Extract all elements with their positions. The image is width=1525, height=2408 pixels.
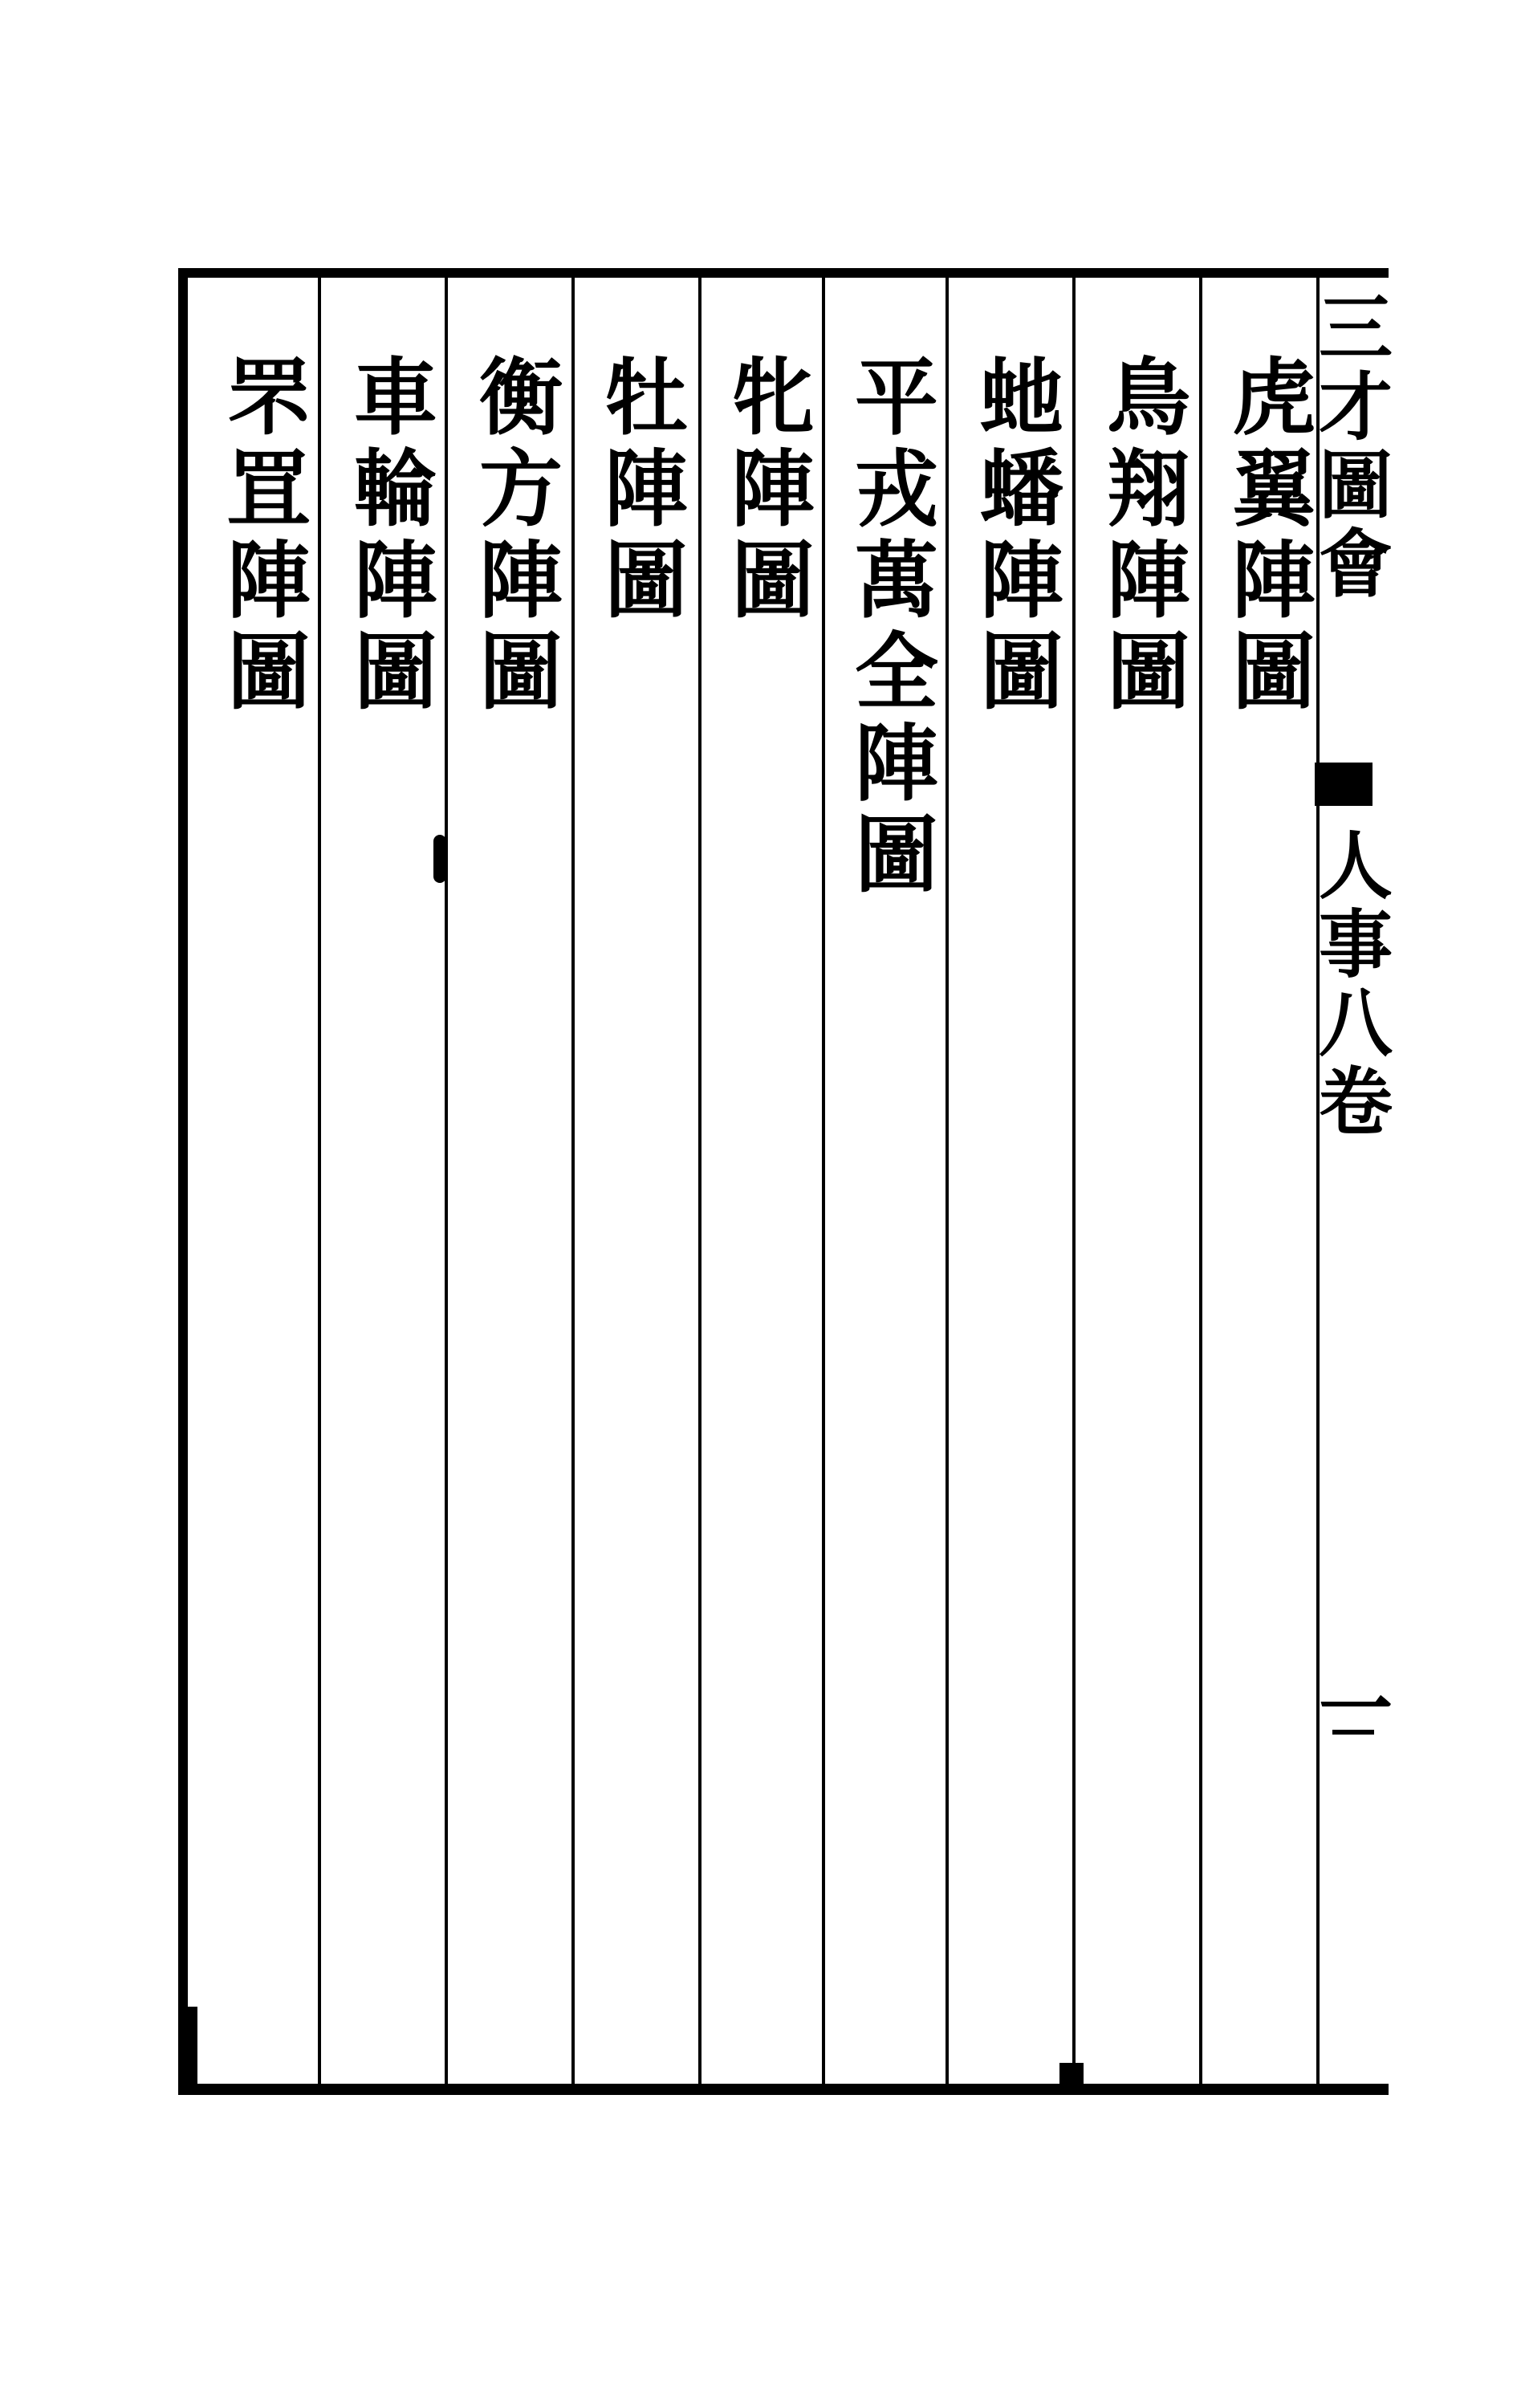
column-rule [318,273,321,2087]
book-title: 三才圖會 [1307,289,1393,604]
ink-blot [433,835,446,883]
column-rule [1072,273,1076,2087]
column-rule [946,273,949,2087]
bottom-tick [1059,2063,1084,2095]
column-rule [698,273,702,2087]
column-rule [445,273,448,2087]
column-rule [822,273,825,2087]
corner-tick [178,2007,197,2095]
column-rule [571,273,575,2087]
entry-column: 牡陣圖 [590,353,689,628]
entry-column: 平戎萬全陣圖 [840,353,939,902]
column-rule [1199,273,1202,2087]
entry-column: 衡方陣圖 [465,353,563,719]
page-number: 一 [1307,1670,1393,1748]
entry-column: 罘罝陣圖 [213,353,311,719]
entry-column: 虎翼陣圖 [1218,353,1316,719]
entry-column: 牝陣圖 [717,353,815,628]
entry-column: 車輪陣圖 [340,353,438,719]
entry-column: 虵蟠陣圖 [966,353,1064,719]
entry-column: 鳥翔陣圖 [1092,353,1191,719]
fishtail-mark [1315,763,1372,806]
section-label: 人事八卷 [1307,827,1393,1141]
